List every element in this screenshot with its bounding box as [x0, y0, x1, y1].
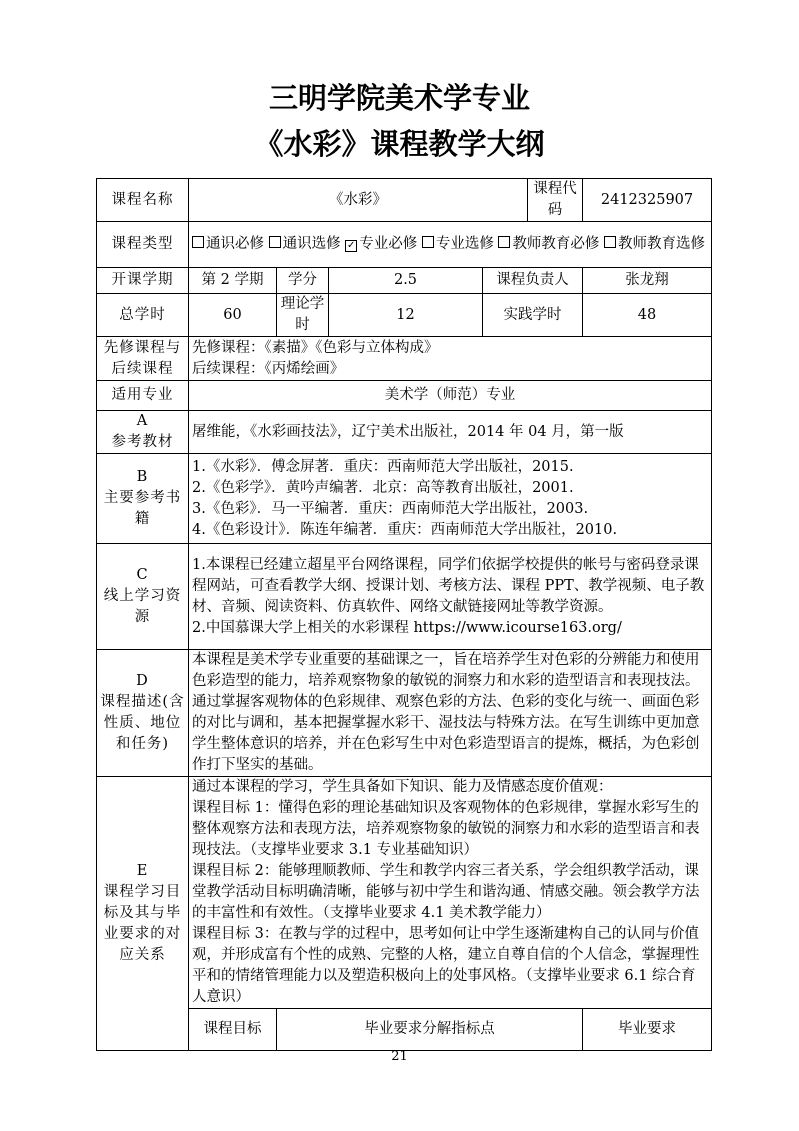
major-value: 美术学（师范）专业 [189, 381, 712, 411]
online-label: C 线上学习资源 [97, 544, 189, 650]
document-title: 三明学院美术学专业 [268, 81, 530, 115]
prereq-line: 先修课程：《素描》《色彩与立体构成》 [192, 339, 439, 356]
ref-item: 4.《色彩设计》．陈连年编著．重庆：西南师范大学出版社，2010. [192, 521, 618, 538]
online-item: 1.本课程已经建立超星平台网络课程，同学们依据学校提供的帐号与密码登录课程网站，可查看教学大纲、授课计划、考核方法、课程 PPT、教学视频、电子教材、音频、阅读资料、仿真软件、网络文献链接网址等教学资源。 [192, 556, 705, 615]
page-number: 21 [391, 1049, 408, 1064]
total-hours-label: 总学时 [97, 294, 189, 337]
checkbox-icon [422, 236, 434, 248]
credit-label: 学分 [277, 268, 329, 294]
goal-item: 课程目标 1：懂得色彩的理论基础知识及客观物体的色彩规律，掌握水彩写生的整体观察方法和表现方法，培养观察物象的敏锐的洞察力和水彩的造型语言和表现技法。（支撑毕业要求 3.1 专业基础知识） [192, 800, 700, 858]
type-option: 通识必修 [192, 236, 269, 252]
prereq-label: 先修课程与后续课程 [97, 337, 189, 381]
followup-line: 后续课程：《丙烯绘画》 [192, 360, 345, 377]
ref-item: 1.《水彩》．傅念屏著．重庆：西南师范大学出版社，2015. [192, 458, 574, 475]
refs-label: B 主要参考书籍 [97, 454, 189, 544]
practice-hours-label: 实践学时 [483, 294, 583, 337]
document-subtitle: 《水彩》课程教学大纲 [254, 127, 545, 161]
checkbox-icon [192, 236, 204, 248]
course-type-options [189, 222, 712, 268]
textbook-label: A 参考教材 [97, 411, 189, 454]
type-option: 通识选修 [269, 236, 346, 252]
desc-value: 本课程是美术学专业重要的基础课之一，旨在培养学生对色彩的分辨能力和使用色彩造型的能力，培养观察物象的敏锐的洞察力和水彩的造型语言和表现技法。通过掌握客观物体的色彩规律、观察色彩的方法、色彩的变化与统一、画面色彩的对比与调和，基本把握掌握水彩干、湿技法与特殊方法。在写生训练中更加意学生整体意识的培养，并在色彩写生中对色彩造型语言的提炼，概括，为色彩创作打下坚实的基础。 [189, 650, 712, 777]
theory-hours-value: 12 [329, 294, 483, 337]
indicator-column-header: 毕业要求分解指标点 [277, 1009, 583, 1051]
goal-item: 课程目标 2：能够理顺教师、学生和教学内容三者关系，学会组织教学活动，课堂教学活动目标明确清晰，能够与初中学生和谐沟通、情感交融。领会教学方法的丰富性和有效性。（支撑毕业要求 4.1 美术教学能力） [192, 863, 700, 921]
owner-value: 张龙翔 [583, 268, 712, 294]
total-hours-value: 60 [189, 294, 277, 337]
course-code-label: 课程代码 [528, 179, 583, 222]
online-item: 2.中国慕课大学上相关的水彩课程 https://www.icourse163.org/ [192, 619, 622, 636]
checkbox-icon [604, 236, 616, 248]
course-type-label: 课程类型 [97, 222, 189, 268]
course-name-value: 《水彩》 [189, 179, 528, 222]
desc-label: D 课程描述(含性质、地位和任务) [97, 650, 189, 777]
online-value [189, 544, 712, 650]
owner-label: 课程负责人 [483, 268, 583, 294]
practice-hours-value: 48 [583, 294, 712, 337]
ref-item: 3.《色彩》．马一平编著．重庆：西南师范大学出版社，2003. [192, 500, 589, 517]
goal-item: 通过本课程的学习，学生具备如下知识、能力及情感态度价值观： [192, 779, 613, 795]
prereq-value [189, 337, 712, 381]
semester-label: 开课学期 [97, 268, 189, 294]
goals-label: E 课程学习目标及其与毕业要求的对应关系 [97, 777, 189, 1051]
type-option: 专业选修 [422, 236, 499, 252]
course-name-label: 课程名称 [97, 179, 189, 222]
syllabus-table [96, 178, 712, 1051]
ref-item: 2.《色彩学》．黄吟声编著．北京：高等教育出版社，2001. [192, 479, 574, 496]
grad-column-header: 毕业要求 [583, 1009, 712, 1051]
checkbox-icon [269, 236, 281, 248]
credit-value: 2.5 [329, 268, 483, 294]
course-code-value: 2412325907 [583, 179, 712, 222]
type-option: ✓ 专业必修 [347, 236, 418, 252]
goal-column-header: 课程目标 [189, 1009, 277, 1051]
type-option: 教师教育选修 [604, 236, 705, 252]
theory-hours-label: 理论学时 [277, 294, 329, 337]
type-option: 教师教育必修 [498, 236, 604, 252]
semester-value: 第 2 学期 [189, 268, 277, 294]
major-label: 适用专业 [97, 381, 189, 411]
goal-item: 课程目标 3：在教与学的过程中，思考如何让中学生逐渐建构自己的认同与价值观，并形成富有个性的成熟、完整的人格，建立自尊自信的个人信念，掌握理性平和的情绪管理能力以及塑造积极向上的处事风格。（支撑毕业要求 6.1 综合育人意识） [192, 926, 700, 1005]
textbook-value: 屠维能，《水彩画技法》，辽宁美术出版社，2014 年 04 月，第一版 [189, 411, 712, 454]
goals-value [189, 777, 712, 1009]
checkbox-icon [498, 236, 510, 248]
refs-value [189, 454, 712, 544]
checked-checkbox-icon: ✓ [347, 240, 356, 251]
